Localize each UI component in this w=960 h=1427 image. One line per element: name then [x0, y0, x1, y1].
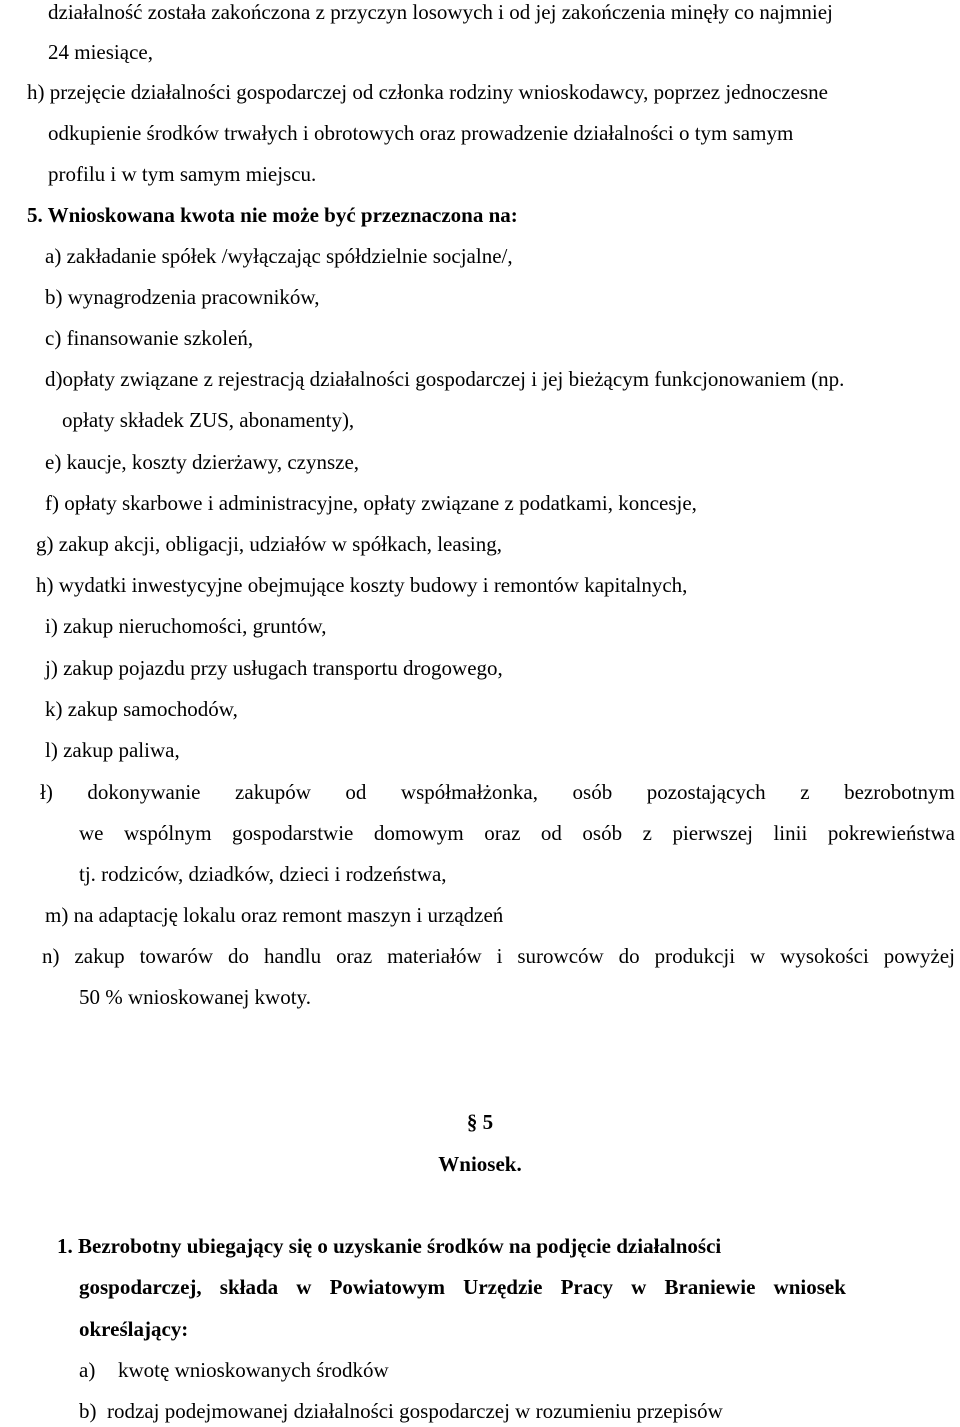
- paragraph-symbol: § 5: [466, 1110, 494, 1134]
- item-l-stroke-line2: [79, 821, 955, 845]
- word: domowym: [373, 821, 464, 845]
- list-item-h-line1: h) przejęcie działalności gospodarczej od członka rodziny wnioskodawcy, poprzez jednoczesne: [27, 80, 828, 104]
- word: osób: [572, 780, 613, 804]
- sub-item-b-marker: b): [79, 1399, 97, 1423]
- word: surowców: [517, 944, 604, 968]
- paragraph-item1-line2: [79, 1275, 846, 1299]
- word: pozostających: [646, 780, 766, 804]
- word: wspólnym: [124, 821, 212, 845]
- word: w: [750, 944, 766, 968]
- word: w: [296, 1275, 312, 1299]
- word: Braniewie: [664, 1275, 756, 1299]
- word: oraz: [484, 821, 521, 845]
- item-e: e) kaucje, koszty dzierżawy, czynsze,: [45, 450, 360, 474]
- word: do: [618, 944, 640, 968]
- word: linii: [773, 821, 808, 845]
- word: do: [228, 944, 249, 968]
- word: współmałżonka,: [400, 780, 538, 804]
- item-h: h) wydatki inwestycyjne obejmujące koszty budowy i remontów kapitalnych,: [36, 573, 688, 597]
- word: wysokości: [780, 944, 869, 968]
- word: n): [42, 944, 60, 968]
- word: produkcji: [654, 944, 736, 968]
- item-i: i) zakup nieruchomości, gruntów,: [45, 614, 327, 638]
- sub-item-a-text: kwotę wnioskowanych środków: [118, 1358, 389, 1382]
- word: bezrobotnym: [844, 780, 955, 804]
- word: pokrewieństwa: [827, 821, 955, 845]
- list-g-continuation-line1: działalność została zakończona z przyczyn losowych i od jej zakończenia minęły co najmniej: [48, 0, 833, 24]
- word: handlu: [263, 944, 322, 968]
- word: gospodarczej,: [79, 1275, 202, 1299]
- word: zakup: [74, 944, 125, 968]
- item-k: k) zakup samochodów,: [45, 697, 238, 721]
- word: oraz: [336, 944, 373, 968]
- word: zakupów: [235, 780, 311, 804]
- item-d-line1: d)opłaty związane z rejestracją działalności gospodarczej i jej bieżącym funkcjonowaniem (np.: [45, 367, 845, 391]
- item-n-line1: [42, 944, 955, 968]
- paragraph-item1-line1: 1. Bezrobotny ubiegający się o uzyskanie środków na podjęcie działalności: [57, 1234, 722, 1258]
- item-b: b) wynagrodzenia pracowników,: [45, 285, 320, 309]
- word: wniosek: [773, 1275, 846, 1299]
- word: ł): [40, 780, 53, 804]
- sub-item-a-marker: a): [79, 1358, 96, 1382]
- word: od: [345, 780, 367, 804]
- word: materiałów: [387, 944, 482, 968]
- sub-item-b-text: rodzaj podejmowanej działalności gospodarczej w rozumieniu przepisów: [107, 1399, 723, 1423]
- word: z: [642, 821, 652, 845]
- word: powyżej: [883, 944, 955, 968]
- list-item-h-line3: profilu i w tym samym miejscu.: [48, 162, 317, 186]
- word: gospodarstwie: [232, 821, 354, 845]
- item-d-line2: opłaty składek ZUS, abonamenty),: [62, 408, 355, 432]
- item-l-stroke-line3: tj. rodziców, dziadków, dzieci i rodzeństwa,: [79, 862, 447, 886]
- item-l: l) zakup paliwa,: [45, 738, 180, 762]
- section-5-heading: 5. Wnioskowana kwota nie może być przeznaczona na:: [27, 203, 518, 227]
- word: od: [540, 821, 562, 845]
- item-c: c) finansowanie szkoleń,: [45, 326, 254, 350]
- word: i: [496, 944, 503, 968]
- item-f: f) opłaty skarbowe i administracyjne, opłaty związane z podatkami, koncesje,: [45, 491, 697, 515]
- item-g: g) zakup akcji, obligacji, udziałów w spółkach, leasing,: [36, 532, 502, 556]
- item-n-line2: 50 % wnioskowanej kwoty.: [79, 985, 311, 1009]
- list-item-h-line2: odkupienie środków trwałych i obrotowych oraz prowadzenie działalności o tym samym: [48, 121, 794, 145]
- item-l-stroke-line1: [40, 780, 955, 804]
- word: z: [800, 780, 810, 804]
- paragraph-item1-line3: określający:: [79, 1317, 189, 1341]
- word: dokonywanie: [87, 780, 201, 804]
- word: Urzędzie: [463, 1275, 543, 1299]
- paragraph-title: Wniosek.: [438, 1152, 522, 1176]
- word: towarów: [139, 944, 214, 968]
- list-g-continuation-line2: 24 miesiące,: [48, 40, 153, 64]
- item-m: m) na adaptację lokalu oraz remont maszyn i urządzeń: [45, 903, 504, 927]
- item-a: a) zakładanie spółek /wyłączając spółdzielnie socjalne/,: [45, 244, 513, 268]
- word: Pracy: [560, 1275, 614, 1299]
- word: w: [631, 1275, 647, 1299]
- item-j: j) zakup pojazdu przy usługach transportu drogowego,: [45, 656, 503, 680]
- word: składa: [219, 1275, 279, 1299]
- word: Powiatowym: [329, 1275, 446, 1299]
- word: osób: [582, 821, 623, 845]
- word: we: [79, 821, 104, 845]
- word: pierwszej: [672, 821, 753, 845]
